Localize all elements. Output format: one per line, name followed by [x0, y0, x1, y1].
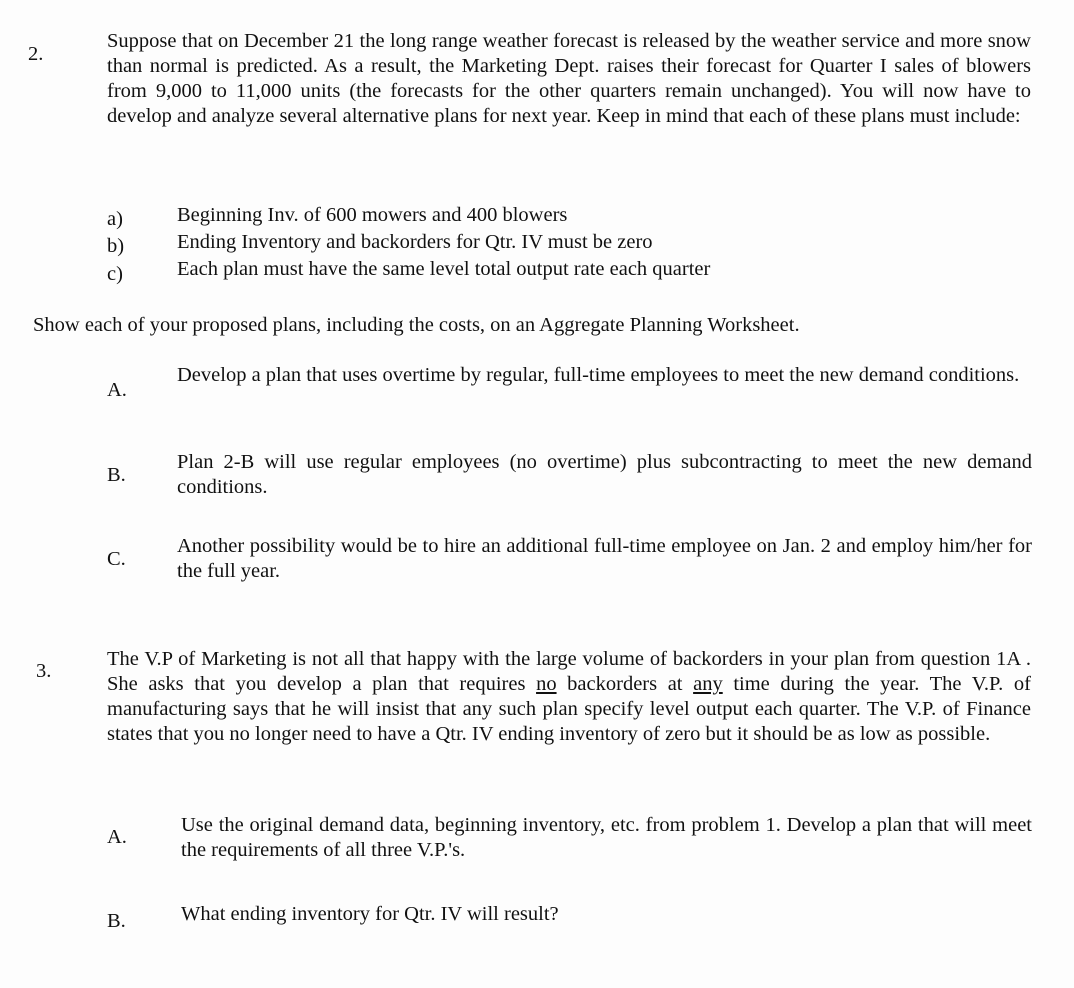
part-2c-label: C. — [107, 548, 126, 570]
requirement-b-text: Ending Inventory and backorders for Qtr. IV must be zero — [177, 231, 653, 253]
part-3a-label: A. — [107, 826, 127, 848]
question-3-intro-part-3: time during the year. The V.P. of manufacturing says that he will insist that any such plan specify level output each quarter. The V.P. of Finance states that you no longer need to have a Qtr. IV ending inventory of zero but it should be as low as possible. — [107, 673, 1031, 745]
question-2-number: 2. — [28, 43, 44, 65]
part-3a-text: Use the original demand data, beginning inventory, etc. from problem 1. Develop a plan that will meet the requirements of all three V.P.'s. — [181, 814, 1032, 861]
requirement-a-label: a) — [107, 208, 123, 230]
question-3-intro-part-1: The V.P of Marketing is not all that happy with the large volume of backorders in your plan from question 1A . She asks that you develop a plan that requires — [107, 648, 1031, 695]
part-3b-text: What ending inventory for Qtr. IV will result? — [181, 903, 559, 925]
requirement-c-label: c) — [107, 263, 123, 285]
question-3-number: 3. — [36, 660, 52, 682]
emphasis-no: no — [536, 673, 557, 695]
emphasis-any: any — [693, 673, 723, 695]
requirement-a-text: Beginning Inv. of 600 mowers and 400 blowers — [177, 204, 568, 226]
part-2b-text: Plan 2-B will use regular employees (no overtime) plus subcontracting to meet the new demand conditions. — [177, 451, 1032, 498]
part-2a-label: A. — [107, 379, 127, 401]
part-2c-text: Another possibility would be to hire an additional full-time employee on Jan. 2 and employ him/her for the full year. — [177, 535, 1032, 582]
requirement-b-label: b) — [107, 235, 125, 257]
question-3-intro-part-2: backorders at — [556, 673, 694, 695]
question-2-intro: Suppose that on December 21 the long range weather forecast is released by the weather service and more snow than normal is predicted. As a result, the Marketing Dept. raises their forecast for Quarter I sales of blowers from 9,000 to 11,000 units (the forecasts for the other quarters remain unchanged). You will now have to develop and analyze several alternative plans for next year. Keep in mind that each of these plans must include: — [107, 30, 1031, 127]
part-2b-label: B. — [107, 464, 126, 486]
part-3b-label: B. — [107, 910, 126, 932]
worksheet-instruction: Show each of your proposed plans, including the costs, on an Aggregate Planning Worksheet. — [33, 314, 800, 336]
question-3-intro — [107, 647, 1031, 747]
part-2a-text: Develop a plan that uses overtime by regular, full-time employees to meet the new demand conditions. — [177, 364, 1020, 386]
requirement-c-text: Each plan must have the same level total output rate each quarter — [177, 258, 711, 280]
